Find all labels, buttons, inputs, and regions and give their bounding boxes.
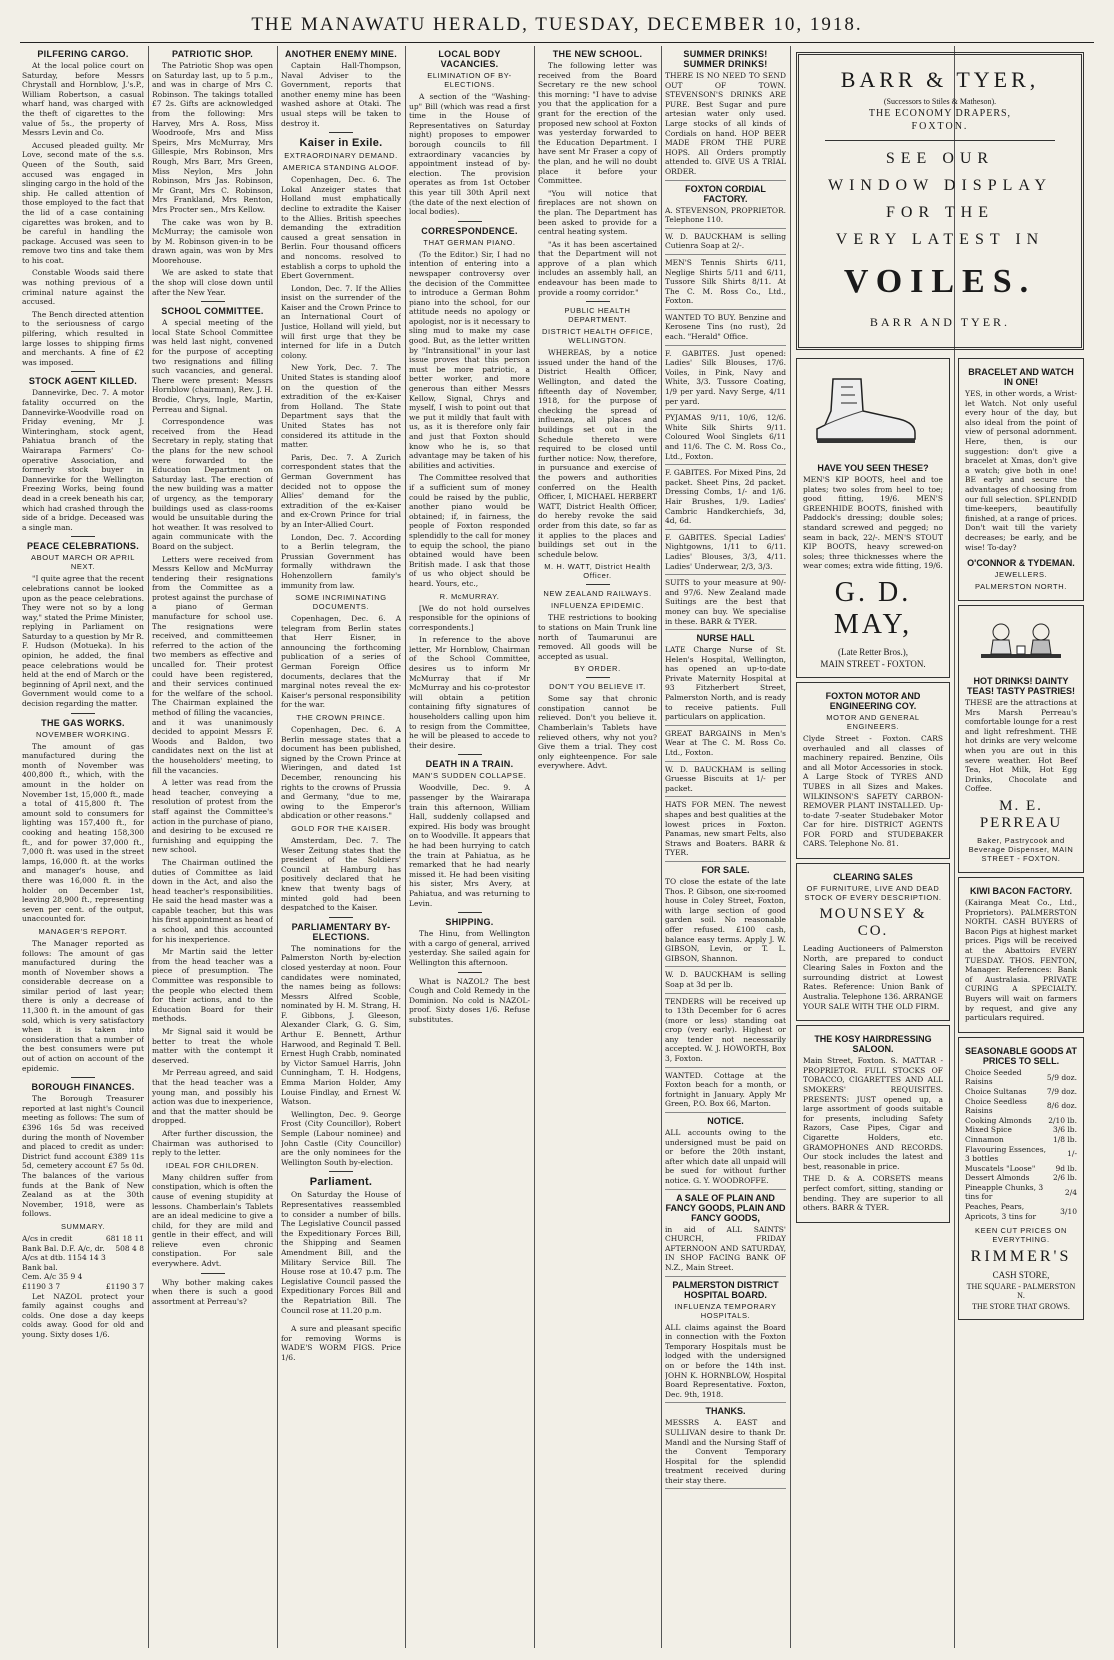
classified-ad: F. GABITES. Special Ladies' Nightgowns, 1/11 to 6/11. Ladies' Blouses, 3/3, 4/11. Ladies' Underwear, 2/3, 3/3. [665, 533, 786, 575]
table-cell: 1/8 lb. [1052, 1134, 1077, 1144]
article-paragraph: "I quite agree that the recent celebrations cannot be looked upon as the peace celebrations. They were not so by a long way," stated the Prime Minister, replying in Parliament on Saturday to a question by Mr R. F. Hudson (Motueka). In his opinion, he added, the final peace celebrations would be held at the end of March or the beginning of April next, and the Government would come to a decision regarding the matter. [22, 574, 144, 709]
ad-text: (Kairanga Meat Co., Ltd., Proprietors). PALMERSTON NORTH. CASH BUYERS of Bacon Pigs at highest market prices. Pigs will be received at the Abattoirs EVERY TUESDAY. THOS. FENTON, Manager. References: Bank of Australasia. PRIVATE CURING A SPECIALTY. Buyers will wait on farmers by request, and give any particulars required. [965, 898, 1077, 1023]
classified-ad: MEN'S Tennis Shirts 6/11, Neglige Shirts 5/11 and 6/11, Tussore Silk Shirts 8/11. At The C. M. Ross Co., Ltd., Foxton. [665, 258, 786, 310]
article-paragraph: Copenhagen, Dec. 6. The Lokal Anzeiger states that Holland must emphatically decline to extradite the Kaiser to the Allies. British speeches demanding the extradition caused a great sensation in Berlin. Four thousand officers and noncoms. resolved to establish a corps to uphold the Ebert Government. [281, 175, 401, 281]
article-paragraph: Mr Perreau agreed, and said that the head teacher was a young man, and possibly his action was due to inexperience, and that the matter should be dropped. [152, 1068, 273, 1126]
divider [71, 1077, 95, 1078]
divider [329, 917, 353, 918]
table-cell: Bank bal. [22, 1262, 58, 1272]
headline-enemy-mine: ANOTHER ENEMY MINE. [284, 49, 398, 59]
ad-title: KIWI BACON FACTORY. [969, 886, 1072, 897]
ad-title: BRACELET AND WATCH IN ONE! [968, 367, 1074, 387]
table-row [22, 1244, 144, 1254]
headline-kaiser-in-exile: Kaiser in Exile. [299, 137, 383, 150]
ad-brand: O'CONNOR & TYDEMAN. [967, 558, 1075, 569]
ad-title: PALMERSTON DISTRICT HOSPITAL BOARD. [672, 1279, 779, 1300]
ad-text: VERY LATEST IN [835, 231, 1045, 248]
classified-ad: W. D. BAUCKHAM is selling Soap at 3d per lb. [665, 970, 786, 993]
table-row [22, 1253, 144, 1263]
article-paragraph: Captain Hall-Thompson, Naval Adviser to the Government, reports that another enemy mine has been washed ashore at Otaki. The usual steps will be taken to destroy it. [281, 61, 401, 128]
article-paragraph: In reference to the above letter, Mr Hornblow, Chairman of the School Committee, desires us to inform Mr McMurray that if Mr McMurray and his co-protestor will obtain a petition containing fifty signatures of householders calling upon him to resign from the Committee, he will be pleased to accede to their desire. [409, 635, 530, 750]
boots-advertisement [796, 358, 950, 678]
article-paragraph: On Saturday the House of Representatives reassembled to consider a number of bills. The Legislative Council passed the Expeditionary Forces Bill, the Shipping and Seamen Amendment Bill, and the Military Service Bill. The House rose at 10.47 p.m. The Legislative Council passed the Expeditionary Forces Bill and the Repatriation Bill. The Council rose at 11.20 p.m. [281, 1190, 401, 1315]
classified-ad: MESSRS A. EAST and SULLIVAN desire to thank Dr. Mandl and the Nursing Staff of the Convent Temporary Hospital for the splendid treatment received during their stay there. [665, 1418, 786, 1489]
classified-ad: F. GABITES. Just opened: Ladies' Silk Blouses, 17/6. Voiles, in Pink, Navy and White, 3/3. Tussore Coating, 1/9 per yard. Navy Serge, 4/11 per yard. [665, 349, 786, 411]
table-cell: Mixed Spice [965, 1125, 1012, 1135]
table-cell: 5/9 doz. [1046, 1072, 1077, 1082]
article-paragraph: Some say that chronic constipation cannot be relieved. Don't you believe it. Chamberlain's Tablets have relieved others, why not you? Give them a trial. They cost only eighteenpence. For sale everywhere. Advt. [538, 694, 657, 771]
subheadline: NEW ZEALAND RAILWAYS. [543, 589, 652, 599]
signature: R. McMURRAY. [439, 591, 500, 601]
column-4 [409, 46, 530, 1648]
rimmers-advertisement [958, 1037, 1084, 1321]
table-cell: £1190 3 7 [22, 1281, 61, 1291]
table-row [965, 1097, 1077, 1116]
article-paragraph: A section of the "Washing-up" Bill (which was read a first time in the House of Representatives on Saturday night) proposes to empower borough councils to fill extraordinary vacancies by appointment instead of by-election. The provision operates as from 1st October this year till 30th April next (the date of the next election of local bodies). [409, 92, 530, 217]
article-paragraph: Dannevirke, Dec. 7. A motor fatality occurred on the Dannevirke-Woodville road on Friday evening, Mr J. Winteringham, stock agent, Pahiatua branch of the Wairarapa Farmers' Co-operative Association, and formerly stock buyer in Dannevirke for the Wellington Freezing Works, being found dead in a creek beneath his car, which had crashed through the side of a bridge. Deceased was a single man. [22, 388, 144, 532]
divider [201, 1273, 225, 1274]
divider [329, 1319, 353, 1320]
subheadline: DON'T YOU BELIEVE IT. [549, 682, 646, 692]
headline-correspondence: CORRESPONDENCE. [421, 225, 518, 236]
article-paragraph: Accused pleaded guilty. Mr Love, second mate of the s.s. Queen of the South, said accused was engaged in slinging cargo in the hold of the ship. He called attention of those employed to the fact that the lid of a case containing cigarettes was broken, and to be careful in handling the package. Accused was seen to remove two tins and take them to his coat. [22, 140, 144, 265]
clearing-sales-advertisement [796, 863, 950, 1021]
ad-title: NURSE HALL [696, 633, 755, 644]
ad-text: WINDOW DISPLAY [828, 177, 1052, 194]
headline-pilfering-cargo: PILFERING CARGO. [37, 49, 129, 59]
article-paragraph: The amount of gas manufactured during the month of November was 400,800 ft., which, with the amount in the holder on November 1st, 15,000 ft., made a total of 415,800 ft. The amount sold to consumers for lighting was 157,400 ft., for cooking and heating 158,300 ft., and for power 37,000 ft., 7,000 ft. was used in the street lamps, 16,000 ft. at the works and manager's house, and there was 16,000 ft. in the holder on December 1st, leaving 28,900 ft., representing seven per cent. of the output, unaccounted for. [22, 741, 144, 924]
barr-tyer-advertisement [796, 52, 1084, 350]
headline-new-school: THE NEW SCHOOL. [552, 49, 643, 59]
article-paragraph: A letter was read from the head teacher, conveying a resolution of protest from the staff against the Committee's action in the purchase of piano, and desiring to be excused re furnishing and equipping the new school. [152, 778, 273, 855]
table-cell: Bank Bal. D.F. A/c, dr. [22, 1243, 105, 1253]
article-paragraph: Correspondence was received from the Head Secretary in reply, stating that the plans for the new school were forwarded to the Education Department on Saturday last. The erection of the new building was a matter of urgency, as the temporary buildings used as class-rooms would be unsuitable during the hot weather. It was resolved to again communicate with the Board on the subject. [152, 417, 273, 551]
divider [71, 536, 95, 537]
ad-subtitle: THE ECONOMY DRAPERS, [868, 108, 1012, 119]
table-cell: Dessert Almonds [965, 1173, 1030, 1183]
ad-subtitle: CASH STORE, [992, 1270, 1050, 1281]
divider [458, 972, 482, 973]
column-8 [958, 358, 1084, 1648]
ad-subtitle: Baker, Pastrycook and Beverage Dispenser, MAIN STREET - FOXTON. [968, 836, 1074, 864]
table-cell: Cooking Almonds [965, 1115, 1032, 1125]
subheadline: INFLUENZA EPIDEMIC. [550, 601, 645, 611]
article-paragraph: The following letter was received from the Board Secretary re the new school this morning: "I have to advise you that the application for a grant for the erection of the proposed new school at Foxton was yesterday forwarded to the Education Department. I have sent Mr Fraser a copy of the plan, and he will no doubt place it before your Committee. [538, 61, 657, 186]
table-cell: 3/10 [1060, 1206, 1077, 1216]
article-paragraph: We are asked to state that the shop will close down until after the New Year. [152, 268, 273, 297]
classified-ad: ALL accounts owing to the undersigned must be paid on or before the 20th instant, after which date all unpaid will be sued for without further notice. G. Y. WOODROFFE. [665, 1128, 786, 1190]
column-6-classifieds [665, 46, 786, 1648]
article-paragraph: Amsterdam, Dec. 7. The Weser Zeitung states that the president of the Soldiers' Council at Hamburg has positively declared that he knew that twenty bags of minted gold had been despatched to the Kaiser. [281, 835, 401, 913]
table-row [965, 1135, 1077, 1145]
headline-school-committee: SCHOOL COMMITTEE. [161, 306, 264, 317]
ad-subtitle: FOXTON. [911, 121, 969, 132]
foxton-motor-advertisement [796, 682, 950, 859]
table-row [965, 1183, 1077, 1202]
column-rule [790, 46, 791, 1648]
headline-shipping: SHIPPING. [445, 917, 494, 928]
article-paragraph: Constable Woods said there was nothing previous of a criminal nature against the accused. [22, 268, 144, 307]
table-row [965, 1145, 1077, 1164]
article-paragraph: The Bench directed attention to the seriousness of cargo pilfering, which resulted in large losses to shipping firms and merchants. A fine of £2 was imposed. [22, 309, 144, 367]
classified-ad: ALL claims against the Board in connection with the Foxton Temporary Hospitals must be lodged with the undersigned on or before the 14th inst. JOHN K. HORNBLOW, Hospital Board Representative. Foxton, Dec. 9th, 1918. [665, 1323, 786, 1404]
ad-brand: M. E. PERREAU [979, 798, 1063, 832]
article-paragraph: London, Dec. 7. If the Allies insist on the surrender of the Kaiser and the Crown Prince to an International Court of Justice, Holland will yield, but will first urge that they be interned for life in a Dutch colony. [281, 283, 401, 360]
column-rule [148, 46, 149, 1648]
ad-voiles: VOILES. [843, 263, 1037, 300]
table-row [22, 1263, 144, 1273]
table-cell: Cinnamon [965, 1134, 1004, 1144]
signature: BY ORDER. [574, 664, 621, 674]
classified-ad: in aid of ALL SAINTS' CHURCH, FRIDAY AFTERNOON AND SATURDAY, IN SHOP FACING BANK OF N.Z., Main Street. [665, 1225, 786, 1277]
summary-table [22, 1234, 144, 1292]
table-cell: Choice Seedless Raisins [965, 1096, 1027, 1116]
table-row [965, 1202, 1077, 1221]
subheadline: ELIMINATION OF BY-ELECTIONS. [427, 71, 512, 89]
article-paragraph: London, Dec. 7. According to a Berlin telegram, the Prussian Government has formally withdrawn the Hohenzollern family's immunity from law. [281, 532, 401, 590]
divider [458, 754, 482, 755]
table-row [965, 1164, 1077, 1174]
article-paragraph: "You will notice that fireplaces are not shown on the plan. The Department has been asked to provide for a central heating system. [538, 188, 657, 237]
subheadline: PUBLIC HEALTH DEPARTMENT. [564, 306, 631, 325]
classified-ad: THERE IS NO NEED TO SEND OUT OF TOWN. STEVENSON'S DRINKS ARE PURE. Best Sugar and pure artesian water only used. Large stocks of all kinds of Cordials on hand. HOP BEER MADE FROM THE PURE HOPS. All Orders promptly attended to. GIVE US A TRIAL ORDER. [665, 71, 786, 181]
ad-subtitle: PALMERSTON NORTH. [975, 582, 1067, 592]
table-cell: A/cs in credit [22, 1233, 73, 1243]
ad-title: HAVE YOU SEEN THESE? [817, 463, 929, 473]
table-cell: Muscatels "Loose" [965, 1163, 1036, 1173]
article-paragraph: Why bother making cakes when there is such a good assortment at Perreau's? [152, 1277, 273, 1306]
ad-text: FOR THE [886, 204, 994, 221]
table-cell: 8/6 doz. [1046, 1101, 1077, 1111]
table-row [965, 1087, 1077, 1097]
classified-ad: W. D. BAUCKHAM is selling Cutienra Soap at 2/-. [665, 232, 786, 255]
table-cell: Cem. A/c 35 9 4 [22, 1272, 83, 1282]
ad-title: A SALE OF PLAIN AND FANCY GOODS, PLAIN AND FANCY GOODS, [665, 1192, 786, 1223]
subheadline: INFLUENZA TEMPORARY HOSPITALS. [674, 1301, 777, 1320]
classified-ad: PYJAMAS 9/11, 10/6, 12/6. White Silk Shirts 9/11. Coloured Wool Singlets 6/11 and 11/6. The C. M. Ross Co., Ltd., Foxton. [665, 413, 786, 465]
article-paragraph: Many children suffer from constipation, which is often the cause of evening stupidity at lessons. Chamberlain's Tablets are an ideal medicine to give a child, for they are mild and gentle in their effect, and will relieve even chronic constipation. For sale everywhere. Advt. [152, 1172, 273, 1269]
ad-signature: BARR AND TYER. [869, 315, 1011, 329]
article-paragraph: Let NAZOL protect your family against coughs and colds. One dose a day keeps colds away. Good for old and young. Sixty doses 1/6. [22, 1291, 144, 1339]
table-cell: £1190 3 7 [105, 1281, 144, 1291]
divider [825, 140, 1055, 141]
table-cell: 7/9 doz. [1046, 1086, 1077, 1096]
table-cell: 2/4 [1064, 1187, 1077, 1197]
article-paragraph: Wellington, Dec. 9. George Frost (City Councillor), Robert Semple (Labour nominee) and John Castle (City Councillor) are the only nominees for the Wellington South by-election. [281, 1109, 401, 1167]
headline-gas-works: THE GAS WORKS. [41, 717, 125, 728]
divider [458, 912, 482, 913]
kiwi-bacon-advertisement [958, 877, 1084, 1033]
headline-stock-agent-killed: STOCK AGENT KILLED. [28, 376, 138, 387]
ad-text: Leading Auctioneers of Palmerston North, are prepared to conduct Clearing Sales in Foxton and the surrounding district at Lowest Rates. Reference: Union Bank of Australia. Telephone 136. ARRANGE YOUR SALE WITH THE OLD FIRM. [803, 944, 943, 1011]
table-cell: Pineapple Chunks, 3 tins for [965, 1182, 1044, 1202]
article-paragraph: The Committee resolved that if a sufficient sum of money could be raised by the public, another piano would be obtained; if, in fairness, the people of Foxton responded splendidly to the call for money to equip the school, the piano obtained would have been British made. I ask that those of us who object should be heard. Yours, etc., [409, 473, 530, 588]
ad-subtitle: KEEN CUT PRICES ON EVERYTHING. [975, 1226, 1067, 1245]
masthead-rule [20, 42, 1094, 43]
divider [329, 132, 353, 133]
ad-text: SEE OUR [885, 150, 995, 167]
headline-borough-finances: BOROUGH FINANCES. [31, 1082, 135, 1093]
ad-subtitle: JEWELLERS. [994, 570, 1048, 580]
subheadline: SOME INCRIMINATING DOCUMENTS. [295, 593, 387, 612]
subheadline: NOVEMBER WORKING. [36, 729, 130, 739]
table-cell [106, 1272, 144, 1282]
table-row [965, 1068, 1077, 1087]
table-cell: 681 18 11 [105, 1233, 144, 1243]
ad-subtitle: MOTOR AND GENERAL ENGINEERS. [826, 712, 920, 731]
ad-brand: G. D. MAY, [833, 576, 913, 640]
column-7 [796, 358, 950, 1648]
ad-text: Main Street, Foxton. S. MATTAR - PROPRIETOR. FULL STOCKS OF TOBACCO, CIGARETTES AND ALL SMOKERS' REQUISITES. PRESENTS: JUST opened up, a large assortment of goods suitable for presents, including Safety Razors, Case Pipes, Cigar and Cigarette Holders, etc. GRAMOPHONES AND RECORDS. Our stock includes the latest and best, reasonable in price. [803, 1056, 943, 1171]
article-paragraph: The nominations for the Palmerston North by-election closed yesterday at noon. Four candidates were nominated, the names being as follows: Messrs Alfred Scoble, nominated by H. M. Strang, H. F. Gibbons, J. Gleeson, Alexander Clark, G. G. Sim, Arthur E. Bennett, Arthur Harwood, and Reginald T. Bell. Ernest Hugh Crabb, nominated by Victor Samuel Harris, John Cunningham, T. H. Hodgens, Emma Marion Holder, Amy Louise Findlay, and Ernest W. Watson. [281, 943, 401, 1107]
column-2 [152, 46, 273, 1648]
classified-ad: WANTED. Cottage at the Foxton beach for a month, or fortnight in January. Apply Mr Green, P.O. Box 66, Marton. [665, 1071, 786, 1113]
boot-illustration-icon [803, 371, 923, 451]
tea-party-illustration-icon [971, 614, 1071, 674]
subheadline: THAT GERMAN PIANO. [423, 237, 516, 247]
ad-subtitle: MAIN STREET - FOXTON. [820, 658, 926, 669]
column-rule [405, 46, 406, 1648]
table-cell: Choice Seeded Raisins [965, 1067, 1022, 1087]
table-cell: 2/6 lb. [1052, 1173, 1077, 1183]
subheadline: EXTRAORDINARY DEMAND. [284, 151, 398, 161]
divider [71, 371, 95, 372]
table-row [22, 1282, 144, 1292]
headline-parliament: Parliament. [309, 1176, 373, 1189]
divider [586, 677, 610, 678]
ad-text: YES, in other words, a Wrist-let Watch. Not only useful every hour of the day, but also ideal from the point of view of personal adornment. Here, then, is our suggestion: don't give a bracelet at Xmas, don't give a watch; give both in one! BE early and secure the advantages of choosing from our full selection. SPLENDID time-keepers, beautifully finished, at a range of prices. Don't wait till the variety decreases; be early, and be wise! To-day? [965, 389, 1077, 552]
column-3 [281, 46, 401, 1648]
table-cell [106, 1253, 144, 1263]
table-row [965, 1125, 1077, 1135]
table-row [965, 1173, 1077, 1183]
divider [329, 1171, 353, 1172]
ad-title: THANKS. [705, 1406, 746, 1417]
article-paragraph: The Chairman outlined the duties of Committee as laid down in the Act, and also the head teacher's responsibilities. He said the head master was a capable teacher, but this was his first appointment as head of a school, and this accounted for his inexperience. [152, 857, 273, 944]
article-paragraph: At the local police court on Saturday, before Messrs Chrystall and Hornblow, J.'s.P., William Robertson, a casual wharf hand, was charged with the theft of cigarettes to the value of 5s., the property of Messrs Levin and Co. [22, 61, 144, 138]
table-cell: A/cs at dtb. 1154 14 3 [22, 1253, 106, 1263]
table-row [965, 1116, 1077, 1126]
ad-text: THE D. & A. CORSETS means perfect comfort, sitting, standing or bending. They are superior to all others. BARR & TYER. [803, 1174, 943, 1213]
article-paragraph: New York, Dec. 7. The United States is standing aloof on the question of the extradition of the ex-Kaiser from Holland. The State Department says that the United States has not considered its attitude in the matter. [281, 363, 401, 450]
classified-ad: HATS FOR MEN. The newest shapes and best qualities at the lowest prices in Foxton. Panamas, new smart Felts, also Straws and Boaters. BARR & TYER. [665, 800, 786, 862]
signature: M. H. WATT, District Health Officer. [544, 562, 651, 581]
ad-text: THESE are the attractions at Mrs Marsh Perreau's comfortable lounge for a rest and light refreshment. THE hot drinks are very welcome when you are out in this severe weather. Hot Beef Tea, Hot Milk, Hot Egg Drinks, Chocolate and Coffee. [965, 698, 1077, 794]
column-rule [277, 46, 278, 1648]
divider [201, 301, 225, 302]
classified-ad: GREAT BARGAINS in Men's Wear at The C. M. Ross Co. Ltd., Foxton. [665, 729, 786, 762]
price-list [965, 1068, 1077, 1222]
table-cell: Choice Sultanas [965, 1086, 1027, 1096]
article-paragraph: THE restrictions to booking to stations on Main Trunk line north of Taumarunui are removed. All goods will be accepted as usual. [538, 613, 657, 661]
table-cell: 9d lb. [1055, 1163, 1077, 1173]
column-5 [538, 46, 657, 1648]
article-paragraph: Mr Signal said it would be better to treat the whole matter with the contempt it deserved. [152, 1027, 273, 1065]
article-paragraph: Copenhagen, Dec. 6. A Berlin message states that a document has been published, signed by the Crown Prince at Wieringen, and dated 1st December, renouncing his rights to the crowns of Prussia and Germany, "due to me, owing to the Emperor's abdication or other reasons." [281, 725, 401, 821]
subheadline: ABOUT MARCH OR APRIL NEXT. [31, 553, 135, 572]
ad-brand: RIMMER'S [970, 1248, 1072, 1266]
ad-subtitle: (Late Retter Bros.), [838, 646, 908, 657]
article-paragraph: What is NAZOL? The best Cough and Cold Remedy in the Dominion. No cold is NAZOL-proof. Sixty doses 1/6. Refuse substitutes. [409, 976, 530, 1024]
ad-title: CLEARING SALES [833, 872, 913, 883]
headline-patriotic-shop: PATRIOTIC SHOP. [171, 49, 253, 59]
ad-title: BARR & TYER, [840, 67, 1040, 92]
article-paragraph: A sure and pleasant specific for removing Worms is WADE'S WORM FIGS. Price 1/6. [281, 1324, 401, 1362]
ad-brand: MOUNSEY & CO. [819, 906, 927, 940]
article-paragraph: Copenhagen, Dec. 6. A telegram from Berlin states that Herr Eisner, in announcing the forthcoming publication of a series of German Foreign Office documents, declares that the marginal notes reveal the ex-Kaiser's personal responsibility for the war. [281, 614, 401, 710]
table-cell [106, 1263, 144, 1273]
article-paragraph: The Borough Treasurer reported at last night's Council meeting as follows: The sum of £396 16s 5d was received during the month of November and placed to credit as under: District fund account £389 11s 5d, cemetery account £7 5s 0d. The balances of the various funds at the Bank of New Zealand as at the 30th November, 1918, were as follows. [22, 1094, 144, 1219]
divider [586, 301, 610, 302]
column-rule [534, 46, 535, 1648]
subheadline: THE CROWN PRINCE. [296, 713, 386, 723]
ad-title: THE KOSY HAIRDRESSING SALOON. [814, 1034, 932, 1055]
ad-title: FOXTON CORDIAL FACTORY. [685, 183, 766, 204]
article-paragraph: (To the Editor.) Sir, I had no intention of entering into a newspaper controversy over the decision of the Committee to introduce a German Bohm piano into the school, for our attitude needs no apology or apologist, nor is it necessary to sling mud to make my case good. But, as the letter written by "Intransitional" in your last issue proves that this person must be more patriotic, a better worker, and more generous than either Messrs Kellow, Signal, Chrys and myself, I wish to point out that we put it mildly that fault with us, as it is therefore only fair and just that Foxton should know who he is, so that advantage may be taken of his abilities and activities. [409, 249, 530, 470]
headline-death-in-train: DEATH IN A TRAIN. [425, 759, 514, 770]
headline-local-body-vacancies: LOCAL BODY VACANCIES. [438, 49, 501, 69]
ad-text: MEN'S KIP BOOTS, heel and toe plates; two soles from heel to toe; good fitting, 19/6. MEN'S GREENHIDE BOOTS, finished with Paddock's dressing; double soles; standard screwed and pegged; no seam in back, 22/-. MEN'S STOUT KIP BOOTS, heavy screwed-on soles; three thicknesses where the wear comes; extra wide fitting, 19/6. [803, 475, 943, 571]
hot-drinks-advertisement [958, 605, 1084, 873]
table-cell: Peaches, Pears, Apricots, 3 tins for [965, 1202, 1037, 1221]
article-paragraph: WHEREAS, by a notice issued under the hand of the District Health Officer, Wellington, and dated the fifteenth day of November, 1918, for the purpose of checking the spread of influenza, all places and buildings set out in the Schedule thereto were required to be closed until further notice: Now, therefore, in pursuance and exercise of the powers and authorities conferred on the Health Officer, I, MICHAEL HERBERT WATT, District Health Officer, do hereby revoke the said order from this date, so far as it applies to the places and buildings set out in the schedule below. [538, 348, 657, 559]
ad-subtitle: (Successors to Stiles & Matheson). [883, 97, 997, 106]
bracelet-watch-advertisement [958, 358, 1084, 601]
headline-by-elections: PARLIAMENTARY BY-ELECTIONS. [291, 921, 391, 942]
table-cell: Flavouring Essences, 3 bottles [965, 1144, 1046, 1164]
ad-text: Clyde Street - Foxton. CARS overhauled and all classes of machinery repaired. Benzine, Oils and all Motor Accessories in stock. A Large Stock of TYRES AND TUBES in all Sizes and Makes. WILKINSON'S SAFETY CARBON-REMOVER PLANT INSTALLED. Up-to-date 7-seater Studebaker Motor Car for hire. DISTRICT AGENTS FOR FORD and STUDEBAKER CARS. Telephone No. 81. [803, 733, 943, 849]
subheadline: MANAGER'S REPORT. [38, 926, 128, 936]
article-paragraph: The Manager reported as follows: The amount of gas manufactured during the month of November shows a considerable decrease on a similar period of last year; there is only a decrease of 11,300 ft. in the amount of gas sold, which is very satisfactory when it is taken into consideration that a number of the best consumers were put out of action on account of the epidemic. [22, 938, 144, 1073]
ad-subtitle: OF FURNITURE, LIVE AND DEAD STOCK OF EVERY DESCRIPTION. [804, 884, 942, 903]
classified-ad: LATE Charge Nurse of St. Helen's Hospital, Wellington, has opened an up-to-date Private Maternity Hospital at 93 Fitzherbert Street, Palmerston North, and is ready to receive patients. Full particulars on application. [665, 645, 786, 726]
subheadline: IDEAL FOR CHILDREN. [165, 1160, 260, 1170]
ad-title: FOR SALE. [701, 864, 750, 875]
table-cell: 1/- [1067, 1149, 1077, 1159]
headline-summer-drinks: SUMMER DRINKS! SUMMER DRINKS! [683, 49, 768, 69]
classified-ad: WANTED TO BUY. Benzine and Kerosene Tins (no rust), 2d each. "Herald" Office. [665, 313, 786, 346]
editor-note: [We do not hold ourselves responsible for the opinions of correspondents.] [409, 603, 530, 632]
article-paragraph: "As it has been ascertained that the Department will not approve of a plan which includes an assembly hall, an endeavour has been made to provide a roomy corridor." [538, 239, 657, 297]
subheadline: GOLD FOR THE KAISER. [291, 823, 391, 833]
divider [71, 713, 95, 714]
ad-subtitle: THE SQUARE - PALMERSTON N. [966, 1282, 1076, 1301]
article-paragraph: Mr Martin said the letter from the head teacher was a piece of presumption. The Committee was responsible to the people who elected them for their actions, and to the Education Board for their methods. [152, 947, 273, 1024]
ad-title: FOXTON MOTOR AND ENGINEERING COY. [825, 690, 921, 711]
headline-peace-celebrations: PEACE CELEBRATIONS. [26, 541, 140, 552]
table-cell: 508 4 8 [115, 1243, 144, 1253]
column-1 [22, 46, 144, 1648]
article-paragraph: The Hinu, from Wellington with a cargo of general, arrived yesterday. She sailed again for Wellington this afternoon. [409, 929, 530, 967]
ad-title: SEASONABLE GOODS AT PRICES TO SELL. [965, 1045, 1078, 1066]
kosy-hairdressing-advertisement [796, 1025, 950, 1223]
article-paragraph: Woodville, Dec. 9. A passenger by the Wairarapa train this afternoon, William Hall, suddenly collapsed and expired. His body was brought on to Woodville. It appears that he had been hurrying to catch the train at Pahiatua, as he remarked that he had nearly missed it. He had been visiting his sister, Mrs Avery, at Pahiatua, and was returning to Levin. [409, 783, 530, 908]
subheadline: DISTRICT HEALTH OFFICE, WELLINGTON. [541, 327, 654, 346]
article-paragraph: A special meeting of the local State School Committee was held last night, convened for the purpose of accepting two resignations and filling such vacancies, and general. There were present: Messrs Hornblow (chairman), Rev. J. H. Brodie, Chrys, Ingle, Martin, Perreau and Signal. [152, 318, 273, 414]
ad-subtitle: THE STORE THAT GROWS. [972, 1302, 1070, 1312]
divider [458, 221, 482, 222]
classified-ad: F. GABITES. For Mixed Pins, 2d packet. Sheet Pins, 2d packet. Dressing Combs, 1/- and 1/6. Hair Brushes, 1/9. Ladies' Cambric Handkerchiefs, 3d, 4d, 6d. [665, 468, 786, 530]
table-cell: 3/6 lb. [1052, 1125, 1077, 1135]
classified-ad: TO close the estate of the late Thos. P. Gibson, one six-roomed house in Coley Street, Foxton, with large section of good garden soil. No reasonable offer refused. £100 cash, balance easy terms. Apply J. W. GIBSON, Levin, or T. L. GIBSON, Shannon. [665, 877, 786, 967]
ad-title: HOT DRINKS! DAINTY TEAS! TASTY PASTRIES! [966, 676, 1075, 697]
divider [586, 584, 610, 585]
article-paragraph: The Patriotic Shop was open on Saturday last, up to 5 p.m., and was in charge of Mrs C. Robinson. The takings totalled £7 2s. Gifts are acknowledged from the following: Mrs Harvey, Mrs A. Ross, Miss Woodroofe, Mrs and Miss Speirs, Mrs McMurray, Mrs Gillespie, Mrs Robinson, Mrs Rough, Mrs Barr, Mrs Green, Miss Neylon, Mrs John Robinson, Mrs Jas. Robinson, Mr Grant, Mrs C. Robinson, Mrs Frankland, Mrs Renton, Mrs Procter sen., Mrs Kellow. [152, 61, 273, 214]
subheadline: SUMMARY. [60, 1221, 106, 1231]
subheadline: AMERICA STANDING ALOOF. [282, 163, 400, 173]
article-paragraph: The cake was won by B. McMurray; the camisole won by M. Robinson given-in to be drawn again, was won by Mrs Moorehouse. [152, 217, 273, 265]
masthead: THE MANAWATU HERALD, TUESDAY, DECEMBER 10, 1918. [251, 14, 863, 35]
classified-ad: A. STEVENSON, PROPRIETOR. Telephone 110. [665, 206, 786, 229]
classified-ad: TENDERS will be received up to 13th December for 6 acres (more or less) standing oat crop (very early). Highest or any tender not necessarily accepted. W. J. HOWORTH, Box 3, Foxton. [665, 997, 786, 1068]
ad-title: NOTICE. [707, 1116, 744, 1127]
column-rule [661, 46, 662, 1648]
classified-ad: W. D. BAUCKHAM is selling Gruesse Biscuits at 1/- per packet. [665, 765, 786, 798]
article-paragraph: Letters were received from Messrs Kellow and McMurray tendering their resignations from the Committee as a protest against the purchase of a piano of German manufacture for school use. The resignations were received, and committeemen referred to the action of the two members as effective and uncalled for. Their protest could have been registered, and their services continued for the welfare of the school. The Chairman explained the method of filling the vacancies, and it was unanimously decided to appoint Messrs F. Woods and Baldon, two candidates next on the list at the householders' meeting, to fill the vacancies. [152, 554, 273, 775]
article-paragraph: Paris, Dec. 7. A Zurich correspondent states that the German Government has decided not to oppose the Allies' demand for the extradition of the ex-Kaiser and ex-Crown Prince for trial by an Inter-Allied Court. [281, 452, 401, 529]
subheadline: MAN'S SUDDEN COLLAPSE. [412, 771, 527, 781]
table-row [22, 1234, 144, 1244]
article-paragraph: After further discussion, the Chairman was authorised to reply to the letter. [152, 1128, 273, 1158]
table-cell: 2/10 lb. [1048, 1115, 1077, 1125]
table-row [22, 1272, 144, 1282]
classified-ad: SUITS to your measure at 90/- and 97/6. New Zealand made Suitings are the best that money can buy. We specialise in these. BARR & TYER. [665, 578, 786, 630]
